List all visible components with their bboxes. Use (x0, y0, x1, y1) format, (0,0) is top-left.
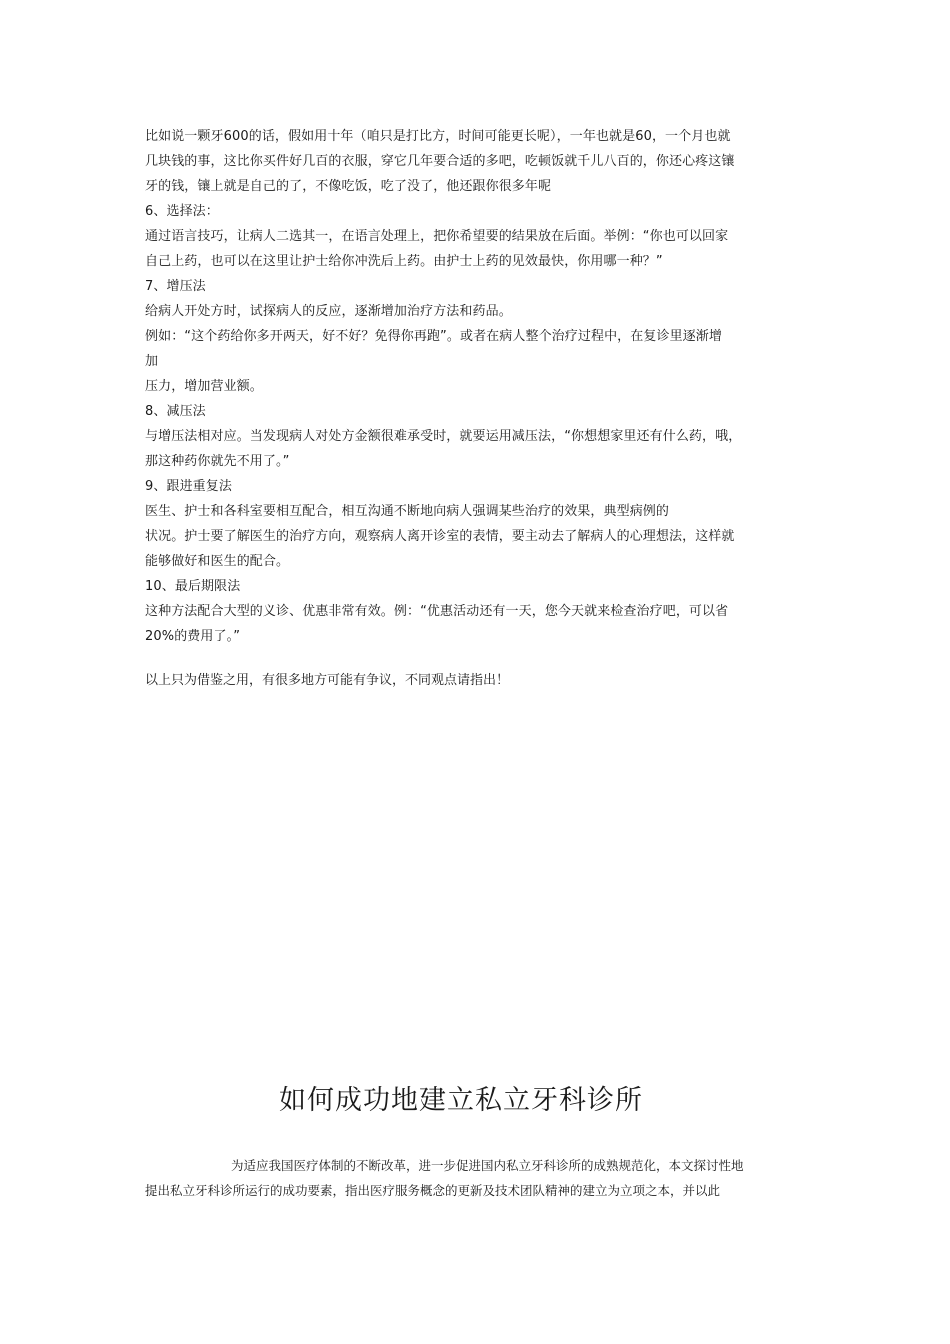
closing-note: 以上只为借鉴之用，有很多地方可能有争议，不同观点请指出！ (145, 673, 510, 688)
paragraph-line: 牙的钱，镶上就是自己的了，不像吃饭，吃了没了，他还跟你很多年呢 (145, 179, 552, 194)
paragraph-line: 比如说一颗牙600的话，假如用十年（咱只是打比方，时间可能更长呢），一年也就是60，一个月也就 (145, 129, 731, 144)
section-heading: 10、最后期限法 (145, 579, 241, 594)
paragraph-line: 20%的费用了。” (145, 629, 241, 644)
paragraph-line: 与增压法相对应。当发现病人对处方金额很难承受时，就要运用减压法，“你想想家里还有什么药，哦， (145, 429, 742, 444)
section-heading: 9、跟进重复法 (145, 479, 232, 494)
intro-line: 为适应我国医疗体制的不断改革，进一步促进国内私立牙科诊所的成熟规范化，本文探讨性地 (231, 1158, 744, 1173)
paragraph-line: 加 (145, 354, 159, 369)
paragraph-line: 几块钱的事，这比你买件好几百的衣服，穿它几年要合适的多吧，吃顿饭就千儿八百的，你还心疼这镶 (145, 154, 735, 169)
article-title: 如何成功地建立私立牙科诊所 (279, 1085, 643, 1116)
article-intro (145, 1153, 813, 1203)
paragraph-line: 压力，增加营业额。 (145, 379, 263, 394)
section-heading: 8、减压法 (145, 404, 206, 419)
paragraph-line: 通过语言技巧，让病人二选其一，在语言处理上，把你希望要的结果放在后面。举例：“你也可以回家 (145, 229, 729, 244)
paragraph-line: 例如：“这个药给你多开两天，好不好？免得你再跑”。或者在病人整个治疗过程中，在复诊里逐渐增 (145, 329, 722, 344)
intro-line: 提出私立牙科诊所运行的成功要素，指出医疗服务概念的更新及技术团队精神的建立为立项之本，并以此 (145, 1183, 721, 1198)
section-heading: 6、选择法： (145, 204, 219, 219)
paragraph-line: 医生、护士和各科室要相互配合，相互沟通不断地向病人强调某些治疗的效果，典型病例的 (145, 504, 670, 519)
paragraph-line: 这种方法配合大型的义诊、优惠非常有效。例：“优惠活动还有一天，您今天就来检查治疗吧，可以省 (145, 604, 729, 619)
paragraph-line: 状况。护士要了解医生的治疗方向，观察病人离开诊室的表情，要主动去了解病人的心理想法，这样就 (145, 529, 735, 544)
paragraph-line: 能够做好和医生的配合。 (145, 554, 290, 569)
section-heading: 7、增压法 (145, 279, 206, 294)
paragraph-line: 自己上药，也可以在这里让护士给你冲洗后上药。由护士上药的见效最快，你用哪一种？” (145, 254, 663, 269)
paragraph-line: 给病人开处方时，试探病人的反应，逐渐增加治疗方法和药品。 (145, 304, 512, 319)
body-text (145, 124, 813, 649)
paragraph-line: 那这种药你就先不用了。” (145, 454, 290, 469)
